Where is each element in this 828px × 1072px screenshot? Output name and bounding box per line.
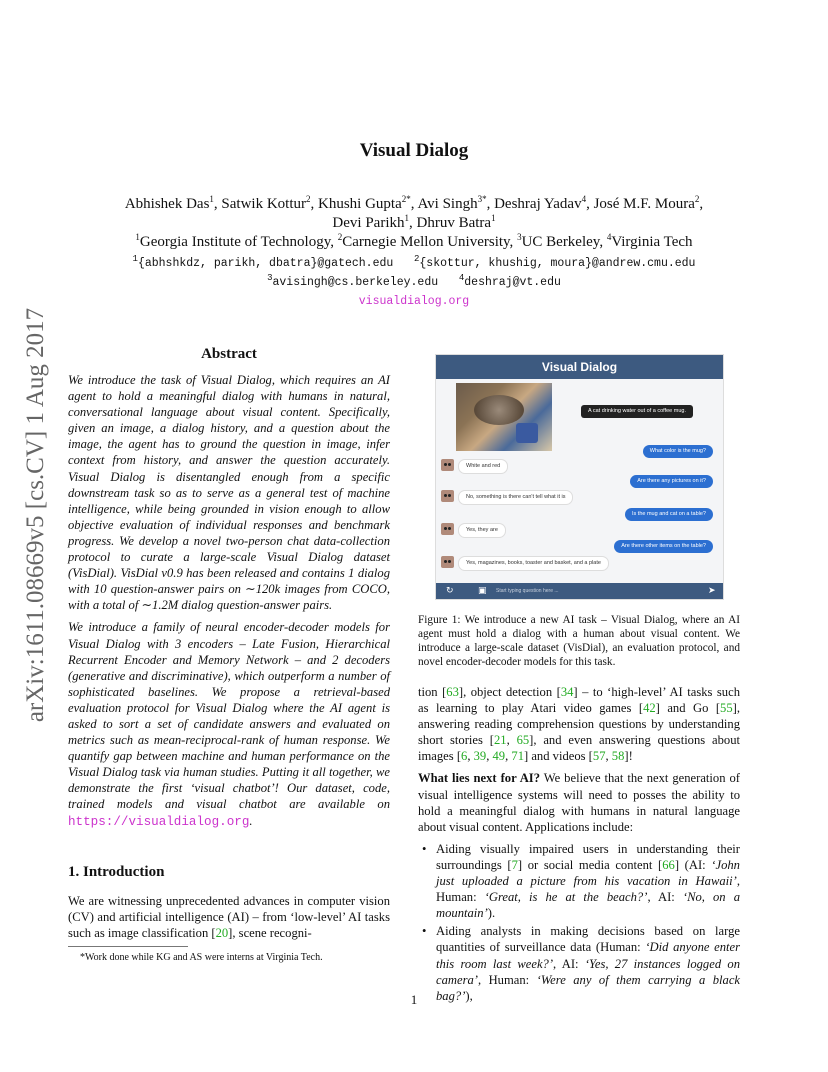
bot-icon: [441, 523, 454, 535]
inline-heading: What lies next for AI?: [418, 771, 540, 786]
citation-link[interactable]: 34: [560, 685, 574, 699]
citation-link[interactable]: 63: [446, 685, 459, 699]
affil-mark: 3*: [477, 194, 487, 204]
question-bubble: Are there any pictures on it?: [630, 475, 713, 488]
bot-icon: [441, 556, 454, 568]
email: deshraj@vt.edu: [464, 276, 561, 289]
footnote: *Work done while KG and AS were interns at Virginia Tech.: [80, 952, 323, 963]
citation-link[interactable]: 71: [511, 749, 524, 764]
affil-mark: 2*: [401, 194, 411, 204]
author-name: , Satwik Kottur: [213, 196, 307, 212]
mug-shape: [516, 423, 538, 443]
author-name: Devi Parikh: [332, 215, 405, 231]
page-number: 1: [410, 992, 418, 1007]
citation-link[interactable]: 6: [461, 749, 468, 764]
affil-mark: 2: [694, 194, 700, 204]
institution: Virginia Tech: [611, 234, 693, 250]
footnote-rule: [68, 946, 188, 947]
paper-title: Visual Dialog: [359, 140, 469, 161]
authors-line-2: [60, 214, 768, 233]
answer-bubble: White and red: [458, 459, 508, 474]
list-item: • Aiding analysts in making decisions based on large quantities of surveillance data (Human: ‘Did anyone enter this room last week?’, AI: ‘Yes, 27 instances logged on camera’, Human: ‘Were any of them carrying a black bag?’),: [436, 923, 740, 1003]
app-title: Visual Dialog: [436, 355, 723, 379]
institution: UC Berkeley,: [521, 234, 607, 250]
intro-heading: 1. Introduction: [68, 864, 165, 880]
refresh-icon[interactable]: ↻: [446, 586, 454, 596]
code-link[interactable]: https://visualdialog.org: [68, 814, 250, 829]
chat-input[interactable]: Start typing question here ...: [496, 588, 559, 594]
answer-bubble: Yes, they are: [458, 523, 506, 538]
institution: Carnegie Mellon University,: [342, 234, 518, 250]
website-link[interactable]: visualdialog.org: [358, 295, 470, 308]
answer-bubble: No, something is there can't tell what it is: [458, 490, 573, 505]
citation-link[interactable]: 20: [215, 926, 229, 941]
applications-list: [418, 841, 740, 1004]
author-name: , José M.F. Moura: [586, 196, 695, 212]
abstract-heading: Abstract: [201, 346, 257, 362]
email: {abhshkdz, parikh, dbatra}@gatech.edu: [137, 257, 394, 270]
intro-body: [68, 893, 390, 947]
affil-mark: 2: [306, 194, 311, 204]
body-paragraph: What lies next for AI? We believe that the next generation of visual intelligence systems will need to posses the ability to hold a meaningful dialog with humans in natural language about visual content. Applications include:: [418, 771, 740, 834]
question-bubble: Is the mug and cat on a table?: [625, 508, 713, 521]
citation-link[interactable]: 7: [511, 857, 518, 872]
author-name: , Deshraj Yadav: [486, 196, 582, 212]
author-name: , Dhruv Batra: [409, 215, 492, 231]
author-name: , Avi Singh: [410, 196, 478, 212]
citation-link[interactable]: 57: [592, 749, 606, 764]
affil-mark: 4: [581, 194, 587, 204]
affil-mark: 1: [491, 213, 496, 223]
author-name: Abhishek Das: [124, 196, 210, 212]
body-paragraph: tion [63], object detection [34] – to ‘high-level’ AI tasks such as learning to play Atari video games [42] and Go [55], answering reading comprehension questions by understanding short stories [21, 65], and even answering questions about images [6, 39, 49, 71] and videos [57, 58]!: [418, 685, 741, 764]
list-item: • Aiding visually impaired users in understanding their surroundings [7] or social media content [66] (AI: ‘John just uploaded a picture from his vacation in Hawaii’, Human: ‘Great, is he at the beach?’, AI: ‘No, on a mountain’).: [436, 841, 740, 921]
citation-link[interactable]: 58: [611, 749, 625, 764]
image-caption-bubble: A cat drinking water out of a coffee mug.: [581, 405, 693, 418]
intro-paragraph: We are witnessing unprecedented advances in computer vision (CV) and artificial intelligence (AI) – from ‘low-level’ AI tasks such as image classification [20], scene recogni-: [68, 894, 390, 941]
question-bubble: Are there other items on the table?: [614, 540, 713, 553]
citation-link[interactable]: 42: [643, 701, 656, 716]
arxiv-id: arXiv:1611.08669v5 [cs.CV] 1 Aug 2017: [22, 307, 49, 723]
emails-line-1: $^1${abhshkdz, parikh, dbatra}@gatech.edu $^2${skottur, khushig, moura}@andrew.cmu.edu: [132, 254, 696, 270]
question-bubble: What color is the mug?: [643, 445, 713, 458]
figure-visual-dialog-app: [435, 354, 724, 600]
email: {skottur, khushig, moura}@andrew.cmu.edu: [419, 257, 696, 270]
emails-line-2: $^3$avisingh@cs.berkeley.edu $^4$deshraj@vt.edu: [267, 273, 561, 289]
abstract-paragraph: We introduce the task of Visual Dialog, which requires an AI agent to hold a meaningful dialog with humans in natural, conversational language about visual content. Specifically, given an image, a dialog history, and a question about the image, the agent has to ground the question in image, infer context from history, and answer the question accurately. Visual Dialog is disentangled enough from a specific downstream task so as to serve as a general test of machine intelligence, while being grounded in vision enough to allow objective evaluation of individual responses and benchmark progress. We develop a novel two-person chat data-collection protocol to curate a large-scale Visual Dialog dataset (VisDial). VisDial v0.9 has been released and contains 1 dialog with 10 question-answer pairs on ∼120k images from COCO, with a total of ∼1.2M dialog question-answer pairs.: [68, 373, 390, 613]
bot-icon: [441, 459, 454, 471]
authors-line-1: Abhishek Das$^1$, Satwik Kottur$^2$, Khushi Gupta$^{2*}$, Avi Singh$^{3*}$, Deshraj Yadav$^4$, José M.F. Moura$^2$,: [124, 194, 704, 212]
answer-bubble: Yes, magazines, books, toaster and basket, and a plate: [458, 556, 609, 571]
affil-mark: 1: [404, 213, 409, 223]
author-name: , Khushi Gupta: [310, 196, 402, 212]
camera-icon[interactable]: ▣: [478, 586, 487, 596]
figure-caption: Figure 1: We introduce a new AI task – Visual Dialog, where an AI agent must hold a dialog with a human about visual content. We introduce a large-scale dataset (VisDial), an evaluation protocol, and novel encoder-decoder models for this task.: [418, 614, 740, 668]
citation-link[interactable]: 66: [662, 857, 675, 872]
citation-link[interactable]: 39: [473, 749, 487, 764]
affil-mark: 1: [209, 194, 214, 204]
citation-link[interactable]: 65: [516, 733, 530, 748]
affiliations: $^1$Georgia Institute of Technology, $^2$Carnegie Mellon University, $^3$UC Berkeley, $^4$Virginia Tech: [135, 232, 693, 250]
email: avisingh@cs.berkeley.edu: [272, 276, 439, 289]
abstract-paragraph: We introduce a family of neural encoder-decoder models for Visual Dialog with 3 encoders – Late Fusion, Hierarchical Recurrent Encoder and Memory Network – and 2 decoders (generative and discriminative), which outperform a number of sophisticated baselines. We propose a retrieval-based evaluation protocol for Visual Dialog where the AI agent is asked to sort a set of candidate answers and evaluated on metrics such as mean-reciprocal-rank of human response. We quantify gap between machine and human performance on the Visual Dialog task via human studies. Putting it all together, we demonstrate the first ‘visual chatbot’! Our dataset, code, trained models and visual chatbot are available on https://visualdialog.org.: [68, 620, 390, 829]
bot-icon: [441, 490, 454, 502]
right-column-body: [418, 684, 740, 1006]
institution: Georgia Institute of Technology,: [139, 234, 338, 250]
citation-link[interactable]: 21: [493, 733, 507, 748]
chat-input-bar: [436, 583, 723, 599]
arxiv-stamp: [16, 285, 56, 745]
abstract-body: [68, 372, 390, 836]
citation-link[interactable]: 49: [492, 749, 506, 764]
cat-mug-photo: [456, 383, 552, 451]
citation-link[interactable]: 55: [720, 701, 733, 716]
cat-shape: [474, 395, 524, 425]
send-icon[interactable]: ➤: [708, 586, 716, 596]
